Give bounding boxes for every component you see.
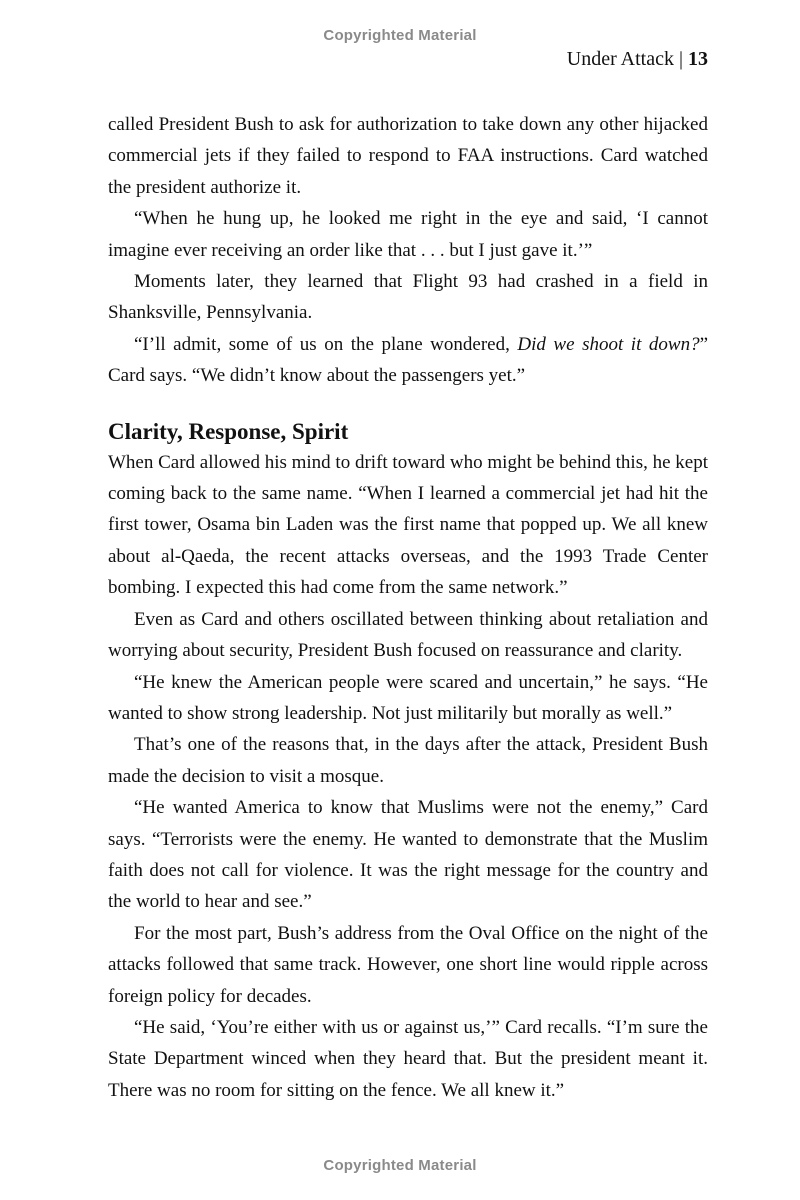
paragraph: “He said, ‘You’re either with us or against us,’” Card recalls. “I’m sure the State Department winced when they heard that. But the president meant it. There was no room for sitting on the fence. We all knew it.” — [108, 1016, 708, 1101]
paragraph: called President Bush to ask for authorization to take down any other hijacked commercial jets if they failed to respond to FAA instructions. Card watched the president authorize it. — [108, 114, 708, 198]
section-heading: Clarity, Response, Spirit — [108, 418, 349, 444]
paragraph: Even as Card and others oscillated between thinking about retaliation and worrying about security, President Bush focused on reassurance and clarity. — [108, 608, 708, 662]
running-head — [567, 48, 708, 71]
italic-question: Did we shoot it down? — [517, 333, 700, 355]
quote-text-end: ” Card says. “We didn’t know about the passengers yet.” — [108, 333, 709, 387]
paragraph — [108, 329, 708, 392]
body-text — [108, 109, 708, 1106]
page-number: 13 — [688, 48, 708, 70]
chapter-title: Under Attack — [566, 48, 674, 70]
paragraph: For the most part, Bush’s address from the Oval Office on the night of the attacks followed that same track. However, one short line would ripple across foreign policy for decades. — [108, 922, 708, 1007]
paragraph: That’s one of the reasons that, in the days after the attack, President Bush made the decision to visit a mosque. — [108, 734, 708, 787]
paragraph: “When he hung up, he looked me right in the eye and said, ‘I cannot imagine ever receiving an order like that . . . but I just gave it.’” — [108, 208, 708, 261]
paragraph: Moments later, they learned that Flight 93 had crashed in a field in Shanksville, Pennsylvania. — [108, 271, 708, 324]
paragraph: “He knew the American people were scared and uncertain,” he says. “He wanted to show strong leadership. Not just militarily but morally as well.” — [108, 671, 708, 724]
paragraph: When Card allowed his mind to drift toward who might be behind this, he kept coming back to the same name. “When I learned a commercial jet had hit the first tower, Osama bin Laden was the first name that popped up. We all knew about al-Qaeda, the recent attacks overseas, and the 1993 Trade Center bombing. I expected this had come from the same network.” — [108, 451, 708, 599]
quote-text-start: “I’ll admit, some of us on the plane wondered, — [134, 333, 518, 355]
running-head-separator: | — [678, 48, 683, 70]
copyright-watermark-top: Copyrighted Material — [323, 27, 477, 44]
paragraph: “He wanted America to know that Muslims were not the enemy,” Card says. “Terrorists were the enemy. He wanted to demonstrate that the Muslim faith does not call for violence. It was the right message for the country and the world to hear and see.” — [108, 797, 708, 913]
copyright-watermark-bottom: Copyrighted Material — [323, 1157, 477, 1174]
